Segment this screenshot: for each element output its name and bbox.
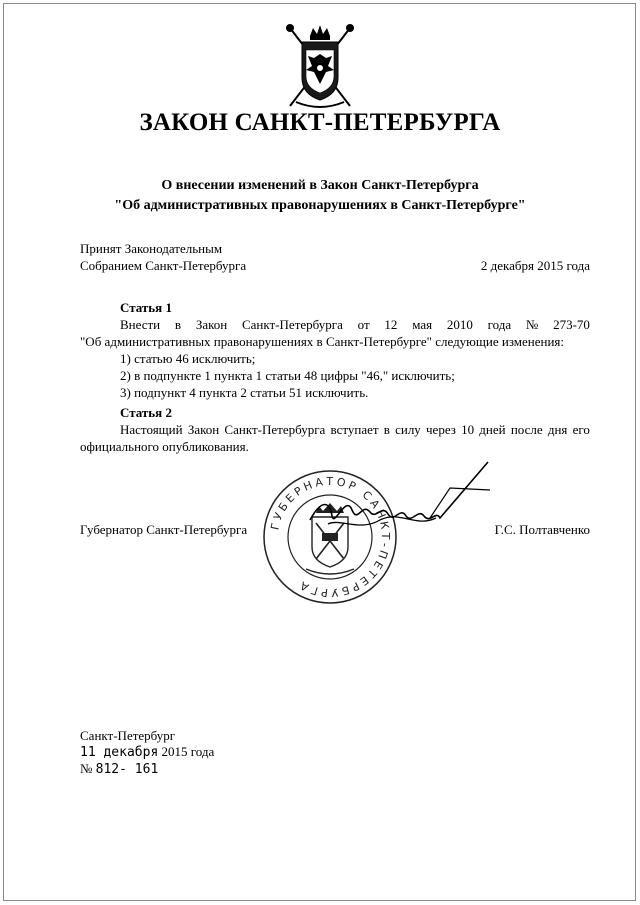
word: дня: [547, 422, 568, 437]
article-1-line-2: "Об административных правонарушениях в Санкт-Петербурге" следующие изменения:: [80, 334, 565, 349]
word: Санкт-Петербурга: [241, 317, 343, 332]
word: Санкт-Петербурга: [224, 422, 326, 437]
word: 2010: [446, 317, 473, 332]
word: через: [426, 422, 456, 437]
article-1-item: 1) статью 46 исключить;: [120, 351, 256, 366]
word: Внести: [120, 317, 161, 332]
footer-date-handwritten: 11 декабря: [80, 745, 159, 760]
adopted-by: [80, 240, 246, 274]
article-2-line-2: официального опубликования.: [80, 439, 249, 454]
footer-number-prefix: №: [80, 761, 93, 776]
article-1-item: 2) в подпункте 1 пункта 1 статьи 48 цифры "46," исключить;: [120, 368, 455, 383]
word: от: [357, 317, 370, 332]
article-2: [80, 404, 590, 455]
coat-of-arms-emblem: [282, 22, 358, 110]
word: силу: [395, 422, 421, 437]
word: вступает: [330, 422, 379, 437]
article-2-heading: Статья 2: [120, 405, 172, 420]
word: мая: [412, 317, 433, 332]
word: его: [572, 422, 590, 437]
document-footer: [80, 728, 214, 778]
word: после: [510, 422, 543, 437]
word: Закон: [187, 422, 220, 437]
word: Закон: [195, 317, 228, 332]
word: года: [487, 317, 512, 332]
adopted-line-1: Принят Законодательным: [80, 241, 223, 256]
footer-number-value: 812- 161: [95, 762, 159, 777]
article-1-heading: Статья 1: [120, 300, 172, 315]
signatory-position: Губернатор Санкт-Петербурга: [80, 522, 248, 537]
subtitle-line-2: "Об административных правонарушениях в Санкт-Петербурге": [114, 198, 526, 213]
svg-text:ГУБЕРНАТОР САНКТ-ПЕТЕРБУРГА: ГУБЕРНАТОР САНКТ-ПЕТЕРБУРГА: [268, 474, 393, 600]
handwritten-signature: [300, 458, 500, 568]
adopted-line-2: Собранием Санкт-Петербурга: [80, 258, 247, 273]
footer-city: Санкт-Петербург: [80, 728, 176, 743]
article-1-item: 3) подпункт 4 пункта 2 статьи 51 исключить.: [120, 385, 369, 400]
word: Настоящий: [120, 422, 183, 437]
adopted-date: 2 декабря 2015 года: [480, 258, 590, 273]
signatory-name: Г.С. Полтавченко: [494, 522, 590, 537]
word: 273-70: [553, 317, 590, 332]
article-2-line-1: [80, 421, 590, 438]
article-1: [80, 299, 590, 401]
footer-date: [80, 744, 214, 761]
footer-number: [80, 761, 214, 778]
word: №: [525, 317, 539, 332]
article-1-line-1: [80, 316, 590, 333]
word: в: [383, 422, 390, 437]
word: в: [174, 317, 182, 332]
document-title: ЗАКОН САНКТ-ПЕТЕРБУРГА: [139, 109, 501, 136]
subtitle-line-1: О внесении изменений в Закон Санкт-Петербурга: [161, 178, 479, 193]
word: дней: [479, 422, 506, 437]
word: 12: [384, 317, 398, 332]
word: 10: [461, 422, 475, 437]
document-subtitle: [0, 176, 640, 216]
footer-date-suffix: 2015 года: [161, 744, 215, 759]
